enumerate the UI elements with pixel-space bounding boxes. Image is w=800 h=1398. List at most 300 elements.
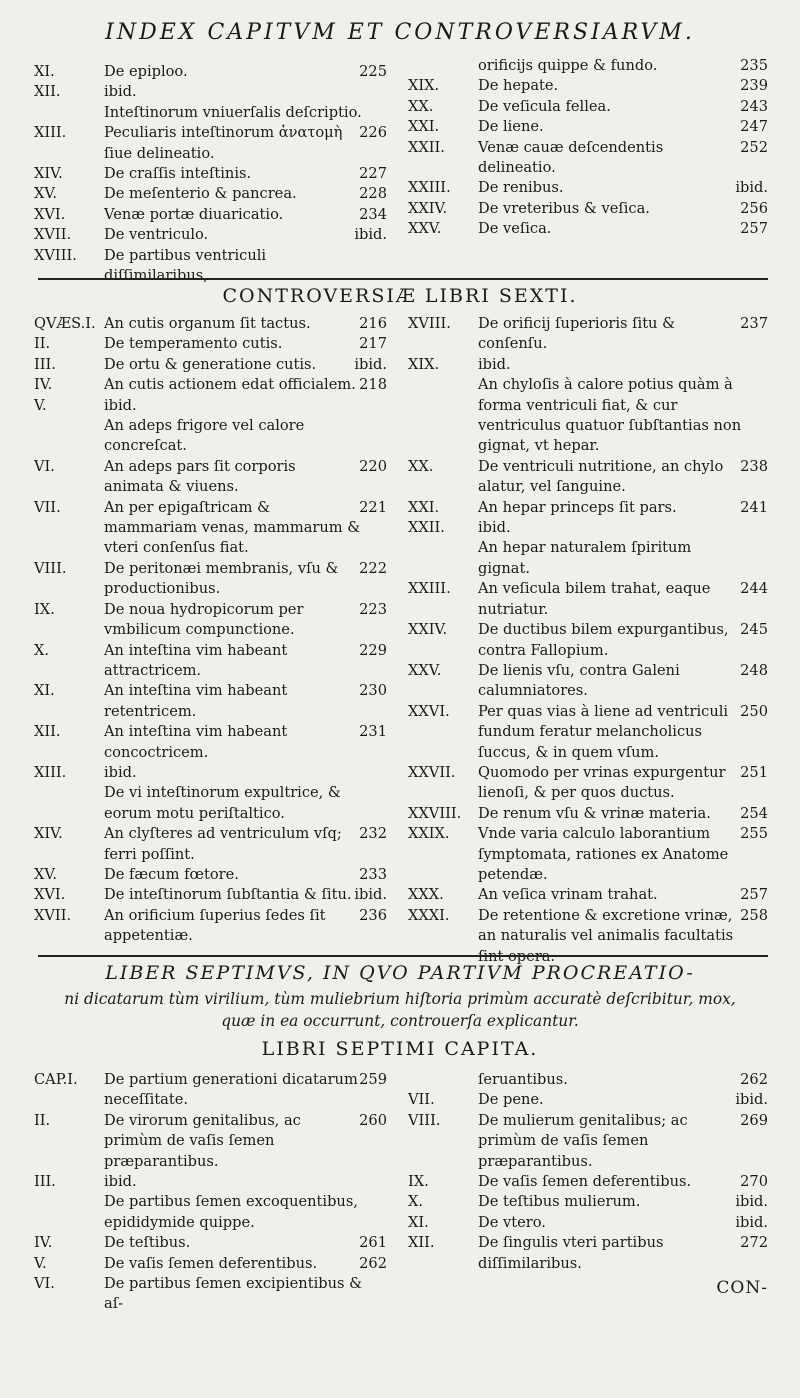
index-entry bbox=[408, 906, 770, 967]
entry-number: XI. bbox=[34, 682, 55, 700]
entry-title: De temperamento cutis. bbox=[104, 335, 283, 353]
index-entry bbox=[34, 246, 389, 287]
entry-page-number: ibid. bbox=[104, 396, 137, 414]
entry-number: III. bbox=[34, 355, 56, 373]
entry-number: VII. bbox=[408, 1091, 435, 1109]
entry-page-number: ibid. bbox=[104, 763, 137, 781]
index-entry bbox=[34, 82, 389, 123]
entry-title: An orificium ſuperius ſedes ſit appetentiæ. bbox=[104, 906, 326, 945]
index-entry bbox=[408, 457, 770, 498]
entry-title: Venæ portæ diuaricatio. bbox=[104, 205, 284, 223]
top-right-list bbox=[408, 76, 770, 239]
entry-body bbox=[104, 722, 389, 763]
entry-body bbox=[478, 885, 770, 905]
entry-number: IV. bbox=[34, 1234, 53, 1252]
entry-page-number: 220 bbox=[359, 457, 387, 475]
index-entry bbox=[408, 178, 770, 198]
entry-page-number: 236 bbox=[359, 906, 387, 924]
entry-title: De veſica. bbox=[478, 220, 552, 238]
section-divider bbox=[38, 278, 768, 280]
index-entry bbox=[34, 885, 389, 905]
index-entry bbox=[408, 579, 770, 620]
entry-number: XXIX. bbox=[408, 825, 450, 843]
index-entry bbox=[408, 199, 770, 219]
entry-body bbox=[104, 457, 389, 498]
entry-title: De retentione & excretione vrinæ, an naturalis vel animalis facultatis ſint opera. bbox=[478, 906, 734, 965]
index-entry bbox=[34, 681, 389, 722]
index-entry bbox=[34, 1274, 389, 1315]
entry-title: An hepar naturalem ſpiritum gignat. bbox=[478, 539, 692, 577]
entry-page-number: 217 bbox=[359, 335, 387, 353]
entry-page-number: ibid. bbox=[104, 83, 137, 101]
index-entry bbox=[34, 641, 389, 682]
entry-body bbox=[478, 620, 770, 661]
entry-number: VII. bbox=[34, 498, 61, 516]
index-entry bbox=[34, 62, 389, 82]
index-entry bbox=[34, 824, 389, 865]
entry-page-number: ibid. bbox=[735, 1193, 768, 1211]
entry-page-number: 250 bbox=[740, 702, 768, 720]
index-entry bbox=[34, 375, 389, 395]
entry-title: De epiploo. bbox=[104, 63, 188, 80]
continuation-line bbox=[408, 56, 770, 76]
entry-title: An adeps pars ſit corporis animata & viuens. bbox=[104, 457, 296, 496]
entry-body bbox=[104, 1233, 389, 1253]
entry-page-number: 230 bbox=[359, 682, 387, 700]
entry-title: An per epigaſtricam & mammariam venas, mammarum & vteri conſenſus fiat. bbox=[104, 498, 361, 557]
continuation-text: orificijs quippe & fundo. bbox=[478, 57, 658, 74]
index-entry bbox=[34, 396, 389, 457]
index-entry bbox=[34, 906, 389, 947]
index-entry bbox=[408, 885, 770, 905]
entry-number: XXV. bbox=[408, 661, 442, 679]
entry-body bbox=[104, 375, 389, 395]
entry-number: XXVI. bbox=[408, 702, 450, 720]
entry-number: XXIV. bbox=[408, 621, 448, 639]
entry-number: XX. bbox=[408, 457, 434, 475]
continuation-page: 235 bbox=[740, 57, 768, 74]
entry-body bbox=[104, 600, 389, 641]
capita-header: LIBRI SEPTIMI CAPITA. bbox=[261, 1038, 539, 1060]
index-entry bbox=[34, 1111, 389, 1172]
entry-body bbox=[104, 1172, 389, 1233]
index-entry bbox=[34, 164, 389, 184]
index-entry bbox=[408, 314, 770, 355]
entry-body bbox=[104, 641, 389, 682]
entry-number: X. bbox=[34, 641, 50, 659]
entry-title: An inteſtina vim habeant concoctricem. bbox=[104, 723, 288, 761]
entry-title: De partibus ſemen excoquentibus, epididymide quippe. bbox=[104, 1193, 358, 1231]
index-entry bbox=[34, 205, 389, 225]
entry-body bbox=[104, 225, 389, 245]
entry-number: XXVII. bbox=[408, 763, 456, 781]
entry-page-number: 237 bbox=[740, 315, 768, 332]
entry-page-number: 247 bbox=[740, 118, 768, 136]
index-entry bbox=[34, 314, 389, 334]
entry-title: Per quas vias à liene ad ventriculi fundum feratur melancholicus ſuccus, & in quem vſum. bbox=[478, 702, 729, 761]
entry-page-number: 257 bbox=[740, 886, 768, 904]
index-entry bbox=[408, 498, 770, 518]
entry-page-number: ibid. bbox=[735, 1091, 768, 1109]
entry-title: De noua hydropicorum per vmbilicum compunctione. bbox=[104, 600, 304, 639]
entry-body bbox=[478, 199, 770, 219]
entry-body bbox=[104, 246, 389, 287]
entry-page-number: 231 bbox=[359, 723, 387, 741]
entry-body bbox=[104, 559, 389, 600]
entry-page-number: 251 bbox=[740, 763, 768, 781]
entry-number: XVI. bbox=[34, 205, 66, 223]
entry-number: V. bbox=[34, 1254, 47, 1272]
entry-body bbox=[104, 164, 389, 184]
entry-page-number: 239 bbox=[740, 77, 768, 95]
entry-number: VIII. bbox=[34, 559, 67, 577]
entry-title: An chyloſis à calore potius quàm à forma ventriculi fiat, & cur ventriculus quatuor ſubſtantias non gignat, vt hepar. bbox=[478, 376, 742, 455]
entry-title: De ſingulis vteri partibus diſſimilaribus. bbox=[478, 1234, 664, 1272]
entry-page-number: 272 bbox=[740, 1234, 768, 1252]
entry-number: IV. bbox=[34, 376, 53, 394]
entry-number: XVII. bbox=[34, 906, 72, 924]
entry-body bbox=[104, 885, 389, 905]
entry-title: De ductibus bilem expurgantibus, contra Fallopium. bbox=[478, 621, 729, 659]
index-entry bbox=[34, 498, 389, 559]
index-entry bbox=[34, 457, 389, 498]
catchword: CON- bbox=[716, 1278, 768, 1298]
entry-page-number: 257 bbox=[740, 220, 768, 238]
entry-body bbox=[104, 184, 389, 204]
entry-number: XIII. bbox=[34, 763, 67, 781]
entry-title: De partium generationi dicatarum neceſſitate. bbox=[104, 1071, 358, 1109]
entry-number: XXI. bbox=[408, 118, 440, 136]
index-entry bbox=[34, 1172, 389, 1233]
entry-number: XV. bbox=[34, 185, 58, 203]
entry-number: XXIII. bbox=[408, 179, 451, 197]
entry-page-number: 216 bbox=[359, 315, 387, 332]
entry-title: De lienis vſu, contra Galeni calumniatores. bbox=[478, 661, 680, 700]
index-entry bbox=[408, 804, 770, 824]
entry-number: XVI. bbox=[34, 886, 66, 904]
entry-number: XXVIII. bbox=[408, 804, 462, 822]
index-entry bbox=[34, 355, 389, 375]
entry-body bbox=[478, 219, 770, 239]
entry-body bbox=[478, 702, 770, 763]
entry-title: De liene. bbox=[478, 118, 544, 136]
entry-title: De orificij ſuperioris ſitu & conſenſu. bbox=[478, 315, 676, 353]
entry-number: XXV. bbox=[408, 220, 442, 238]
entry-number: XIX. bbox=[408, 77, 440, 95]
liber-septimus-subtitle-2: quæ in ea occurrunt, controuerſa explicantur. bbox=[221, 1012, 579, 1030]
entry-page-number: 258 bbox=[740, 906, 768, 924]
entry-page-number: 260 bbox=[359, 1111, 387, 1129]
entry-title: An inteſtina vim habeant retentricem. bbox=[104, 682, 288, 720]
index-entry bbox=[34, 334, 389, 354]
entry-body bbox=[104, 1274, 389, 1315]
entry-body bbox=[104, 355, 389, 375]
entry-title: An inteſtina vim habeant attractricem. bbox=[104, 641, 288, 679]
entry-page-number: 233 bbox=[359, 865, 387, 883]
entry-title: An adeps frigore vel calore concreſcat. bbox=[104, 417, 305, 455]
entry-title: De teſtibus mulierum. bbox=[478, 1193, 641, 1211]
entry-page-number: ibid. bbox=[735, 1213, 768, 1231]
entry-page-number: 252 bbox=[740, 138, 768, 156]
entry-title: De ventriculo. bbox=[104, 226, 209, 244]
index-entry bbox=[408, 1172, 770, 1192]
entry-page-number: ibid. bbox=[354, 355, 387, 373]
entry-title: Venæ cauæ deſcendentis delineatio. bbox=[478, 138, 664, 177]
entry-number: III. bbox=[34, 1173, 56, 1191]
entry-body bbox=[478, 97, 770, 117]
entry-page-number: 256 bbox=[740, 199, 768, 217]
index-entry bbox=[408, 355, 770, 457]
entry-number: XVIII. bbox=[34, 246, 77, 264]
entry-body bbox=[104, 498, 389, 559]
entry-number: II. bbox=[34, 1111, 51, 1129]
entry-title: De vi inteſtinorum expultrice, & eorum motu periſtaltico. bbox=[104, 784, 341, 822]
entry-body bbox=[104, 763, 389, 824]
entry-page-number: 255 bbox=[740, 825, 768, 843]
entry-body bbox=[104, 82, 389, 123]
entry-page-number: ibid. bbox=[478, 519, 511, 537]
section-divider bbox=[38, 955, 768, 957]
entry-page-number: 232 bbox=[359, 825, 387, 843]
entry-page-number: 223 bbox=[359, 600, 387, 618]
entry-body bbox=[104, 824, 389, 865]
entry-number: XII. bbox=[34, 83, 61, 101]
index-entry bbox=[408, 1213, 770, 1233]
entry-body bbox=[104, 1111, 389, 1172]
entry-body bbox=[478, 804, 770, 824]
entry-title: Peculiaris inteſtinorum ἀνατομὴ ſiue delineatio. bbox=[104, 124, 343, 162]
entry-title: De vaſis ſemen deferentibus. bbox=[104, 1254, 318, 1272]
entry-body bbox=[104, 62, 389, 82]
entry-page-number: 229 bbox=[359, 641, 387, 659]
entry-number: VIII. bbox=[408, 1111, 441, 1129]
top-right-column bbox=[408, 56, 770, 240]
entry-page-number: 221 bbox=[359, 498, 387, 516]
entry-title: De vreteribus & veſica. bbox=[478, 199, 650, 217]
index-entry bbox=[34, 184, 389, 204]
top-left-column bbox=[34, 62, 389, 286]
entry-page-number: 234 bbox=[359, 205, 387, 223]
entry-page-number: 245 bbox=[740, 621, 768, 639]
entry-title: De ventriculi nutritione, an chylo alatur, vel ſanguine. bbox=[478, 457, 724, 496]
entry-body bbox=[104, 396, 389, 457]
entry-title: An cutis organum ſit tactus. bbox=[104, 315, 311, 332]
entry-body bbox=[478, 76, 770, 96]
entry-page-number: 259 bbox=[359, 1071, 387, 1088]
index-entry bbox=[408, 97, 770, 117]
entry-body bbox=[104, 1254, 389, 1274]
index-entry bbox=[34, 225, 389, 245]
index-entry bbox=[408, 661, 770, 702]
controversiae-left-list bbox=[34, 314, 389, 947]
entry-title: De fæcum fœtore. bbox=[104, 865, 239, 883]
capita-right-column bbox=[408, 1070, 770, 1274]
controversiae-right-column bbox=[408, 314, 770, 967]
entry-body bbox=[478, 518, 770, 579]
entry-body bbox=[104, 123, 389, 164]
entry-number: XXX. bbox=[408, 886, 444, 904]
controversiae-left-column bbox=[34, 314, 389, 947]
entry-page-number: 248 bbox=[740, 661, 768, 679]
capita-left-list bbox=[34, 1070, 389, 1315]
entry-body bbox=[478, 498, 770, 518]
entry-body bbox=[478, 1172, 770, 1192]
index-entry bbox=[34, 865, 389, 885]
entry-number: XIV. bbox=[34, 165, 63, 183]
entry-body bbox=[104, 205, 389, 225]
entry-body bbox=[104, 1070, 389, 1111]
index-entry bbox=[408, 1233, 770, 1274]
entry-title: An veſica vrinam trahat. bbox=[478, 886, 658, 904]
entry-number: XV. bbox=[34, 865, 58, 883]
index-entry bbox=[408, 518, 770, 579]
entry-number: XXI. bbox=[408, 498, 440, 516]
entry-page-number: ibid. bbox=[354, 886, 387, 904]
entry-body bbox=[478, 1192, 770, 1212]
entry-title: De mulierum genitalibus; ac primùm de vaſis ſemen præparantibus. bbox=[478, 1111, 688, 1170]
entry-number: QVÆS.I. bbox=[34, 315, 96, 332]
capita-left-column bbox=[34, 1070, 389, 1315]
index-header: INDEX CAPITVM ET CONTROVERSIARVM. bbox=[105, 20, 695, 45]
entry-title: De veſicula fellea. bbox=[478, 97, 611, 115]
entry-title: De pene. bbox=[478, 1091, 544, 1109]
entry-body bbox=[104, 314, 389, 334]
entry-page-number: 261 bbox=[359, 1234, 387, 1252]
entry-number: XIII. bbox=[34, 124, 67, 142]
index-entry bbox=[408, 138, 770, 179]
entry-number: XVIII. bbox=[408, 315, 451, 332]
top-left-list bbox=[34, 62, 389, 286]
entry-title: De ortu & generatione cutis. bbox=[104, 355, 317, 373]
index-entry bbox=[408, 1090, 770, 1110]
entry-title: An hepar princeps ſit pars. bbox=[478, 498, 677, 516]
entry-title: De partibus ventriculi diſſimilaribus, bbox=[104, 246, 267, 285]
index-entry bbox=[408, 763, 770, 804]
entry-title: De partibus ſemen excipientibus & aſ- bbox=[104, 1275, 363, 1313]
entry-page-number: 228 bbox=[359, 185, 387, 203]
entry-number: XI. bbox=[408, 1213, 429, 1231]
capita-right-list bbox=[408, 1090, 770, 1274]
entry-page-number: 269 bbox=[740, 1111, 768, 1129]
entry-body bbox=[478, 824, 770, 885]
entry-title: Inteſtinorum vniuerſalis deſcriptio. bbox=[104, 103, 362, 121]
entry-number: XX. bbox=[408, 97, 434, 115]
entry-page-number: 270 bbox=[740, 1173, 768, 1191]
entry-number: XI. bbox=[34, 63, 55, 80]
entry-number: CAP.I. bbox=[34, 1071, 78, 1088]
entry-page-number: 244 bbox=[740, 580, 768, 598]
entry-body bbox=[478, 906, 770, 967]
continuation-page: 262 bbox=[740, 1071, 768, 1088]
entry-title: De vtero. bbox=[478, 1213, 546, 1231]
entry-title: De meſenterio & pancrea. bbox=[104, 185, 297, 203]
entry-body bbox=[478, 457, 770, 498]
entry-page-number: 218 bbox=[359, 376, 387, 394]
entry-page-number: 238 bbox=[740, 457, 768, 475]
entry-title: De renum vſu & vrinæ materia. bbox=[478, 804, 711, 822]
entry-number: XII. bbox=[408, 1234, 435, 1252]
index-entry bbox=[34, 600, 389, 641]
entry-title: An cutis actionem edat officialem. bbox=[104, 376, 356, 394]
entry-title: Vnde varia calculo laborantium ſymptomata, rationes ex Anatome petendæ. bbox=[478, 825, 729, 883]
entry-title: De craſſis inteſtinis. bbox=[104, 165, 252, 183]
index-entry bbox=[408, 76, 770, 96]
entry-title: De virorum genitalibus, ac primùm de vaſis ſemen præparantibus. bbox=[104, 1111, 301, 1170]
entry-title: De hepate. bbox=[478, 77, 559, 95]
entry-body bbox=[478, 1213, 770, 1233]
entry-number: XXII. bbox=[408, 138, 445, 156]
entry-body bbox=[478, 138, 770, 179]
entry-page-number: ibid. bbox=[104, 1173, 137, 1191]
index-entry bbox=[408, 219, 770, 239]
index-entry bbox=[408, 620, 770, 661]
index-entry bbox=[408, 824, 770, 885]
entry-title: De inteſtinorum ſubſtantia & ſitu. bbox=[104, 886, 352, 904]
entry-page-number: 241 bbox=[740, 498, 768, 516]
index-entry bbox=[34, 722, 389, 763]
entry-number: IX. bbox=[408, 1173, 429, 1191]
entry-page-number: ibid. bbox=[354, 226, 387, 244]
entry-body bbox=[478, 355, 770, 457]
continuation-text: ſeruantibus. bbox=[478, 1071, 568, 1088]
entry-number: V. bbox=[34, 396, 47, 414]
entry-title: De teſtibus. bbox=[104, 1234, 191, 1252]
entry-body bbox=[478, 579, 770, 620]
entry-number: X. bbox=[408, 1193, 424, 1211]
entry-page-number: 227 bbox=[359, 165, 387, 183]
entry-page-number: 225 bbox=[359, 63, 387, 80]
entry-body bbox=[478, 178, 770, 198]
entry-page-number: 226 bbox=[359, 124, 387, 142]
entry-number: XVII. bbox=[34, 226, 72, 244]
entry-title: Quomodo per vrinas expurgentur lienoſi, & per quos ductus. bbox=[478, 763, 726, 802]
liber-septimus-title: LIBER SEPTIMVS, IN QVO PARTIVM PROCREATIO- bbox=[105, 962, 695, 984]
entry-body bbox=[478, 661, 770, 702]
entry-number: XXIV. bbox=[408, 199, 448, 217]
index-entry bbox=[34, 559, 389, 600]
entry-number: XXII. bbox=[408, 519, 445, 537]
controversiae-right-list bbox=[408, 314, 770, 967]
entry-body bbox=[478, 1233, 770, 1274]
entry-page-number: ibid. bbox=[735, 179, 768, 197]
entry-body bbox=[104, 865, 389, 885]
entry-number: VI. bbox=[34, 1275, 55, 1293]
entry-number: XXXI. bbox=[408, 906, 450, 924]
controversiae-header: CONTROVERSIÆ LIBRI SEXTI. bbox=[222, 285, 578, 307]
index-entry bbox=[408, 117, 770, 137]
entry-page-number: ibid. bbox=[478, 355, 511, 373]
index-entry bbox=[408, 1192, 770, 1212]
entry-number: II. bbox=[34, 335, 51, 353]
entry-page-number: 222 bbox=[359, 559, 387, 577]
entry-body bbox=[478, 117, 770, 137]
entry-body bbox=[478, 763, 770, 804]
entry-body bbox=[478, 1090, 770, 1110]
entry-number: XIX. bbox=[408, 355, 440, 373]
entry-page-number: 262 bbox=[359, 1254, 387, 1272]
entry-number: XIV. bbox=[34, 825, 63, 843]
entry-page-number: 254 bbox=[740, 804, 768, 822]
index-entry bbox=[34, 1070, 389, 1111]
index-entry bbox=[34, 1233, 389, 1253]
entry-body bbox=[478, 1111, 770, 1172]
entry-page-number: 243 bbox=[740, 97, 768, 115]
entry-title: De renibus. bbox=[478, 179, 564, 197]
entry-body bbox=[478, 314, 770, 355]
index-entry bbox=[34, 123, 389, 164]
entry-number: IX. bbox=[34, 600, 55, 618]
index-entry bbox=[34, 763, 389, 824]
